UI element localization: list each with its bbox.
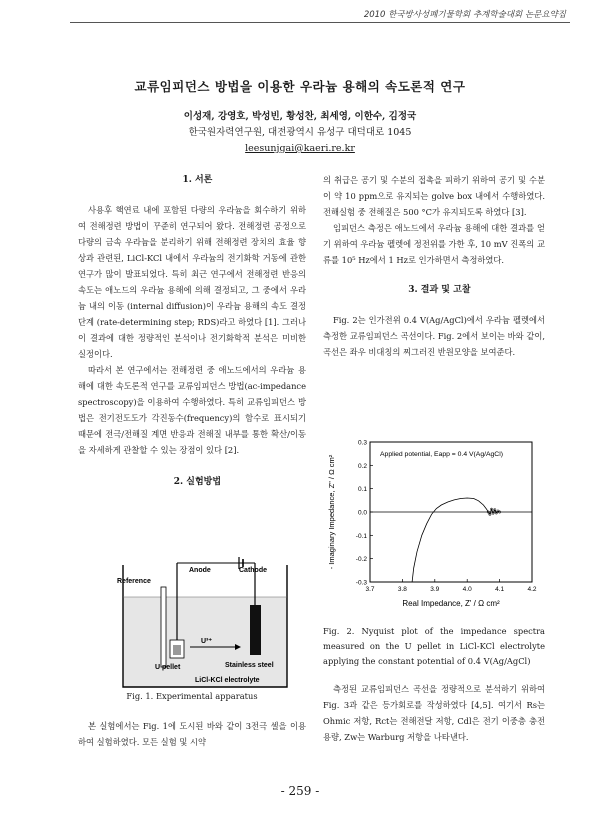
affiliation: 한국원자력연구원, 대전광역시 유성구 대덕대로 1045 bbox=[188, 127, 412, 138]
paper-title: 교류임피던스 방법을 이용한 우라늄 용해의 속도론적 연구 bbox=[134, 79, 466, 94]
x-tick-label: 4.0 bbox=[462, 586, 472, 593]
results-paragraph-2: 측정된 교류임피던스 곡선을 정량적으로 분석하기 위하여 Fig. 3과 같은 등가회로를 작성하였다 [4,5]. 여기서 Rs는 Ohmic 저항, Rct는 전해전달 저항, Cdl은 전기 이중층 충전용량, Zw는 Warburg 저항을 나타낸다. bbox=[323, 684, 545, 742]
u-ion-label: U³⁺ bbox=[201, 638, 213, 645]
y-tick-label: 0.0 bbox=[357, 509, 367, 517]
intro-paragraph-1: 사용후 핵연료 내에 포함된 다량의 우라늄을 회수하기 위하여 전해정련 방법이 꾸준히 연구되어 왔다. 전해정련 공정으로 다량의 금속 우라늄을 분리하기 위해 전해정련 장치의 효율 향상과 관련된, LiCl-KCl 내에서 우라늄의 전기화학 거동에 관한 연구가 많이 발표되었다. 특히 최근 연구에서 전해정련 반응의 속도는 애노드의 우라늄 용해에 의해 결정되고, 그 중에서 우라늄 내의 이동 (internal diffusion)이 우라늄 용해의 속도 결정 단계 (rate-determining step; RDS)라고 하였다 [1]. 그러나 이 결과에 대한 정량적인 분석이나 전기화학적 분석은 미비한 실정이다. bbox=[78, 205, 306, 359]
page-number: - 259 - bbox=[280, 784, 320, 798]
y-tick-label: -0.2 bbox=[355, 556, 367, 564]
y-axis-label: - Imaginary Impedance, Z" / Ω cm² bbox=[327, 454, 336, 570]
experimental-paragraph-1-cont: 의 취급은 공기 및 수분의 접촉을 피하기 위하여 공기 및 수분이 약 10 ppm으로 유지되는 golve box 내에서 수행하였다. 전해실험 중 전해질은 500 °C가 유지되도록 하였다 [3]. bbox=[323, 175, 545, 217]
author-list: 이성재, 강영호, 박성빈, 황성찬, 최세영, 이한수, 김정국 bbox=[183, 111, 417, 122]
fig1-caption: Fig. 1. Experimental apparatus bbox=[126, 691, 258, 701]
email-link[interactable]: leesunjgai@kaeri.re.kr bbox=[245, 143, 355, 154]
x-axis-label: Real Impedance, Z' / Ω cm² bbox=[402, 599, 500, 608]
results-heading: 3. 결과 및 고찰 bbox=[408, 285, 471, 295]
fig1-apparatus bbox=[115, 545, 295, 690]
left-column bbox=[78, 172, 306, 490]
u-pellet-label: U pellet bbox=[155, 664, 181, 671]
x-tick-label: 4.1 bbox=[495, 586, 505, 593]
results-paragraph-1: Fig. 2는 인가전위 0.4 V(Ag/AgCl)에서 우라늄 펠렛에서 측정한 교류임피던스 곡선이다. Fig. 2에서 보이는 바와 같이, 곡선은 좌우 비대칭의 찌그러진 반원모양을 보여준다. bbox=[323, 315, 545, 357]
header-rule bbox=[70, 22, 570, 23]
x-tick-label: 3.9 bbox=[430, 586, 440, 593]
y-tick-label: -0.1 bbox=[355, 532, 367, 540]
x-tick-label: 4.2 bbox=[527, 586, 537, 593]
author-block bbox=[0, 109, 600, 157]
x-tick-label: 3.7 bbox=[365, 586, 375, 593]
intro-heading: 1. 서론 bbox=[182, 175, 213, 185]
intro-paragraph-2: 따라서 본 연구에서는 전해정련 중 애노드에서의 우라늄 용해에 대한 속도론적 연구를 교류임피던스 방법(ac-impedance spectroscopy)을 이용하여 수행하였다. 특히 교류임피던스 방법은 전기전도도가 각진동수(frequency)의 함수로 표시되기 때문에 전극/전해질 계면 반응과 전해질 내부를 통한 확산/이동을 자세하게 관찰할 수 있는 장점이 있다 [2]. bbox=[78, 365, 306, 455]
anode-label: Anode bbox=[189, 567, 211, 574]
cathode-label: Cathode bbox=[239, 567, 267, 574]
stainless-steel-cathode bbox=[250, 605, 261, 655]
stainless-steel-label: Stainless steel bbox=[225, 662, 274, 669]
fig2-caption: Fig. 2. Nyquist plot of the impedance spectra measured on the U pellet in LiCl-KCl electrolyte applying the constant potential of 0.4 V(Ag/AgCl) bbox=[323, 626, 545, 666]
experimental-paragraph-1: 본 실험에서는 Fig. 1에 도시된 바와 같이 3전극 셀을 이용하여 실험하였다. 모든 실험 및 시약 bbox=[78, 721, 306, 747]
right-column-bottom bbox=[323, 681, 545, 745]
y-tick-label: 0.1 bbox=[357, 486, 367, 494]
reference-electrode bbox=[161, 587, 166, 667]
journal-header: 2010 한국방사성폐기물학회 추계학술대회 논문요약집 bbox=[363, 10, 566, 20]
y-tick-label: 0.2 bbox=[357, 462, 367, 470]
u-pellet bbox=[173, 645, 181, 655]
series-line bbox=[412, 498, 500, 582]
reference-label: Reference bbox=[117, 578, 151, 585]
y-tick-label: -0.3 bbox=[355, 579, 367, 587]
x-tick-label: 3.8 bbox=[397, 586, 407, 593]
experimental-heading: 2. 실험방법 bbox=[173, 477, 222, 487]
left-column-bottom bbox=[78, 718, 306, 750]
electrolyte-label: LiCl-KCl electrolyte bbox=[195, 677, 260, 684]
experimental-paragraph-2: 임피던스 측정은 애노드에서 우라늄 용해에 대한 결과를 얻기 위하여 우라늄 펠렛에 정전위를 가한 후, 10 mV 진폭의 교류를 10⁵ Hz에서 1 Hz로 인가하면서 측정하였다. bbox=[323, 223, 545, 265]
fig2-nyquist-chart bbox=[322, 430, 550, 612]
right-column bbox=[323, 172, 545, 360]
y-tick-label: 0.3 bbox=[357, 439, 367, 447]
chart-annotation: Applied potential, Eapp = 0.4 V(Ag/AgCl) bbox=[380, 451, 503, 458]
